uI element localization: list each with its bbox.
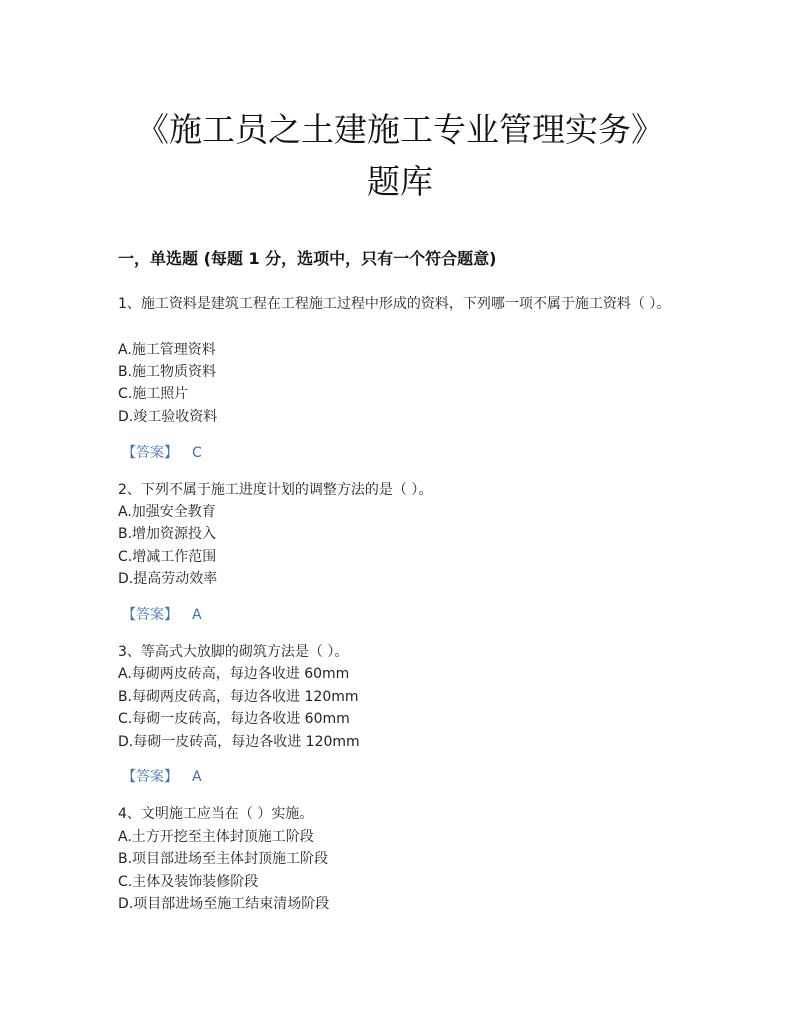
document-title-line-2: 题库 [367,162,433,201]
answer-label: 【答案】 [122,445,178,461]
answer-value: A [192,607,202,623]
question-3-answer [122,766,202,788]
document-title-line-1: 《施工员之土建施工专业管理实务》 [136,110,664,149]
answer-value: C [192,445,202,461]
question-3-option-d: D.每砌一皮砖高，每边各收进 120mm [118,734,360,750]
question-2-stem: 2、下列不属于施工进度计划的调整方法的是（ ）。 [118,482,433,498]
question-4-option-b: B.项目部进场至主体封顶施工阶段 [118,851,329,867]
question-1-option-b: B.施工物质资料 [118,364,217,380]
question-1-option-a: A.施工管理资料 [118,342,216,358]
question-4-option-d: D.项目部进场至施工结束清场阶段 [118,896,330,912]
answer-value: A [192,769,202,785]
question-4-option-c: C.主体及装饰装修阶段 [118,874,259,890]
question-3-option-c: C.每砌一皮砖高，每边各收进 60mm [118,711,350,727]
question-3-option-b: B.每砌两皮砖高，每边各收进 120mm [118,689,359,705]
section-heading: 一，单选题 (每题 1 分，选项中，只有一个符合题意) [118,249,497,268]
question-1-stem: 1、施工资料是建筑工程在工程施工过程中形成的资料，下列哪一项不属于施工资料（ ）。 [118,296,671,312]
answer-label: 【答案】 [122,769,178,785]
question-2-option-d: D.提高劳动效率 [118,571,218,587]
question-1-answer [122,442,202,464]
question-2-answer [122,604,202,626]
question-4-stem: 4、文明施工应当在（ ）实施。 [118,806,314,822]
question-2-option-b: B.增加资源投入 [118,526,217,542]
question-4-option-a: A.土方开挖至主体封顶施工阶段 [118,829,314,845]
question-3-option-a: A.每砌两皮砖高，每边各收进 60mm [118,666,350,682]
question-2-option-a: A.加强安全教育 [118,504,216,520]
question-1-option-d: D.竣工验收资料 [118,409,218,425]
question-1-option-c: C.施工照片 [118,386,189,402]
question-3-stem: 3、等高式大放脚的砌筑方法是（ ）。 [118,644,349,660]
answer-label: 【答案】 [122,607,178,623]
question-2-option-c: C.增减工作范围 [118,549,217,565]
